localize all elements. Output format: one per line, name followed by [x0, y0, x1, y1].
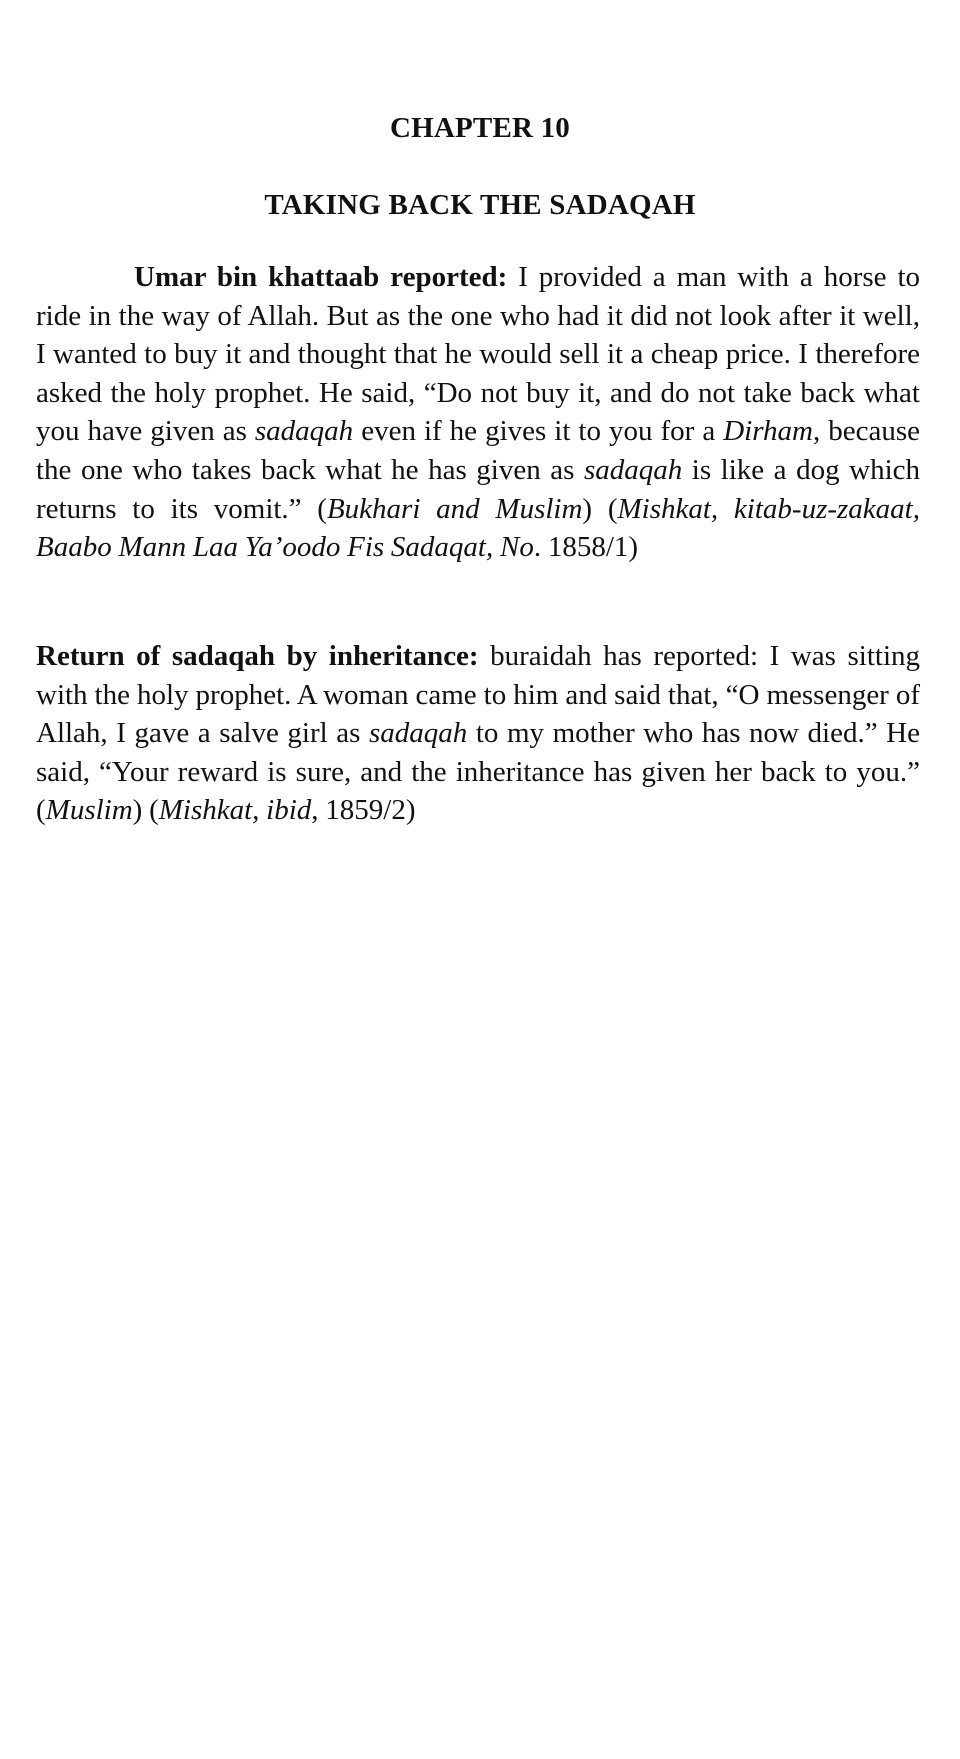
- citation-reference: Mishkat, ibid: [158, 794, 312, 827]
- paragraph-text: to my mother who has now died.” He said, “Your reward is sure, and the inheritance has given her back to you.” (: [36, 717, 920, 827]
- paragraph-lead: Return of sadaqah by inheritance:: [36, 640, 479, 672]
- paragraph-text: ) (: [132, 794, 159, 827]
- citation-source: Muslim: [45, 794, 133, 827]
- chapter-title: TAKING BACK THE SADAQAH: [264, 189, 696, 221]
- citation-reference: Mishkat, kitab-uz-zakaat, Baabo Mann Laa Ya’oodo Fis Sadaqat, No: [36, 492, 920, 564]
- paragraph-text: , 1859/2): [311, 794, 416, 827]
- italic-term: sadaqah: [583, 453, 683, 486]
- chapter-number: CHAPTER 10: [389, 112, 571, 144]
- paragraph-text: even if he gives it to you for a: [353, 415, 724, 448]
- paragraph-text: ) (: [582, 492, 618, 525]
- paragraph-inheritance: [36, 637, 920, 830]
- italic-term: sadaqah: [254, 415, 354, 448]
- paragraph-umar-report: [36, 258, 920, 567]
- paragraph-text: . 1858/1): [533, 531, 639, 564]
- paragraph-text: buraidah has reported: I was sitting with the holy prophet. A woman came to him and said that, “O messenger of Allah, I gave a salve girl as: [36, 640, 920, 750]
- italic-term: sadaqah: [368, 717, 468, 750]
- paragraph-text: I provided a man with a horse to ride in the way of Allah. But as the one who had it did not look after it well, I wanted to buy it and thought that he would sell it a cheap price. I therefore asked the holy prophet. He said, “Do not buy it, and do not take back what you have given as: [36, 261, 920, 448]
- italic-term: Dirham: [723, 415, 813, 448]
- paragraph-lead: Umar bin khattaab reported:: [134, 261, 508, 293]
- paragraph-text: , because the one who takes back what he has given as: [36, 415, 920, 486]
- paragraph-text: is like a dog which returns to its vomit.” (: [36, 453, 920, 525]
- citation-source: Bukhari and Muslim: [326, 492, 583, 525]
